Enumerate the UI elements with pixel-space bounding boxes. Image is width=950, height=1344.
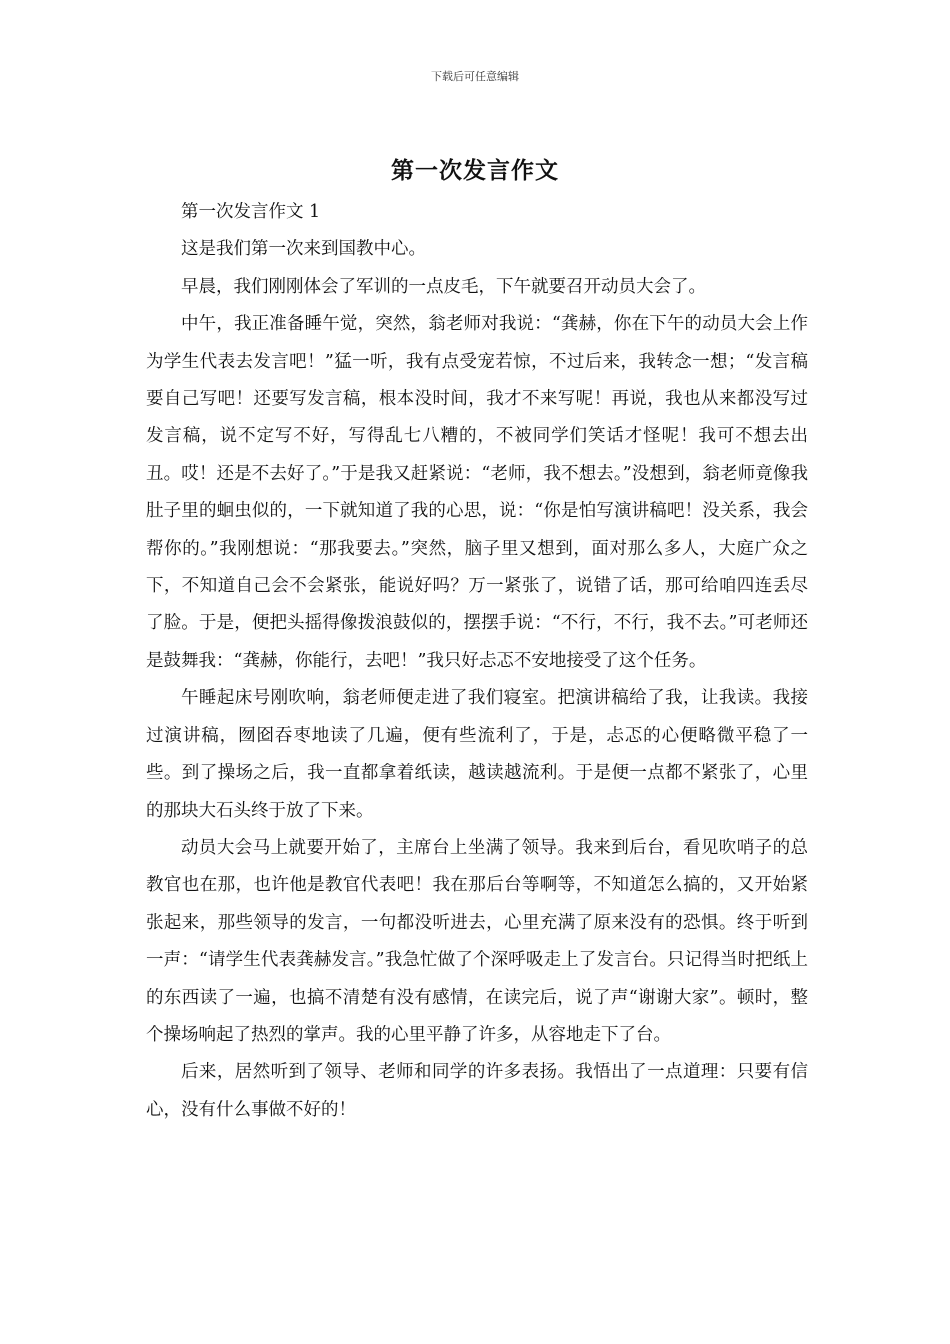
paragraph: 动员大会马上就要开始了，主席台上坐满了领导。我来到后台，看见吹哨子的总教官也在那，也许他是教官代表吧！我在那后台等啊等，不知道怎么搞的，又开始紧张起来，那些领导的发言，一句都没听进去，心里充满了原来没有的恐惧。终于听到一声：“请学生代表龚赫发言。”我急忙做了个深呼吸走上了发言台。只记得当时把纸上的东西读了一遍，也搞不清楚有没有感情，在读完后，说了声“谢谢大家”。顿时，整个操场响起了热烈的掌声。我的心里平静了许多，从容地走下了台。 <box>146 837 808 1045</box>
section-heading: 第一次发言作文 1 <box>181 202 321 222</box>
paragraph: 这是我们第一次来到国教中心。 <box>181 239 426 260</box>
paragraph: 中午，我正准备睡午觉，突然，翁老师对我说：“龚赫，你在下午的动员大会上作为学生代表去发言吧！”猛一听，我有点受宠若惊，不过后来，我转念一想；“发言稿要自己写吧！还要写发言稿，根本没时间，我才不来写呢！再说，我也从来都没写过发言稿，说不定写不好，写得乱七八糟的，不被同学们笑话才怪呢！我可不想去出丑。哎！还是不去好了。”于是我又赶紧说：“老师，我不想去。”没想到，翁老师竟像我肚子里的蛔虫似的，一下就知道了我的心思，说：“你是怕写演讲稿吧！没关系，我会帮你的。”我刚想说：“那我要去。”突然，脑子里又想到，面对那么多人，大庭广众之下，不知道自己会不会紧张，能说好吗？万一紧张了，说错了话，那可给咱四连丢尽了脸。于是，便把头摇得像拨浪鼓似的，摆摆手说：“不行，不行，我不去。”可老师还是鼓舞我：“龚赫，你能行，去吧！”我只好忐忑不安地接受了这个任务。 <box>146 314 808 671</box>
paragraph: 午睡起床号刚吹响，翁老师便走进了我们寝室。把演讲稿给了我，让我读。我接过演讲稿，囫囵吞枣地读了几遍，便有些流利了，于是，忐忑的心便略微平稳了一些。到了操场之后，我一直都拿着纸读，越读越流利。于是便一点都不紧张了，心里的那块大石头终于放了下来。 <box>146 688 808 821</box>
paragraph: 早晨，我们刚刚体会了军训的一点皮毛，下午就要召开动员大会了。 <box>181 276 706 297</box>
paragraph: 后来，居然听到了领导、老师和同学的许多表扬。我悟出了一点道理：只要有信心，没有什么事做不好的！ <box>146 1062 808 1120</box>
document-body <box>146 194 808 1129</box>
document-title: 第一次发言作文 <box>391 157 559 184</box>
page-header-note: 下载后可任意编辑 <box>431 70 519 83</box>
